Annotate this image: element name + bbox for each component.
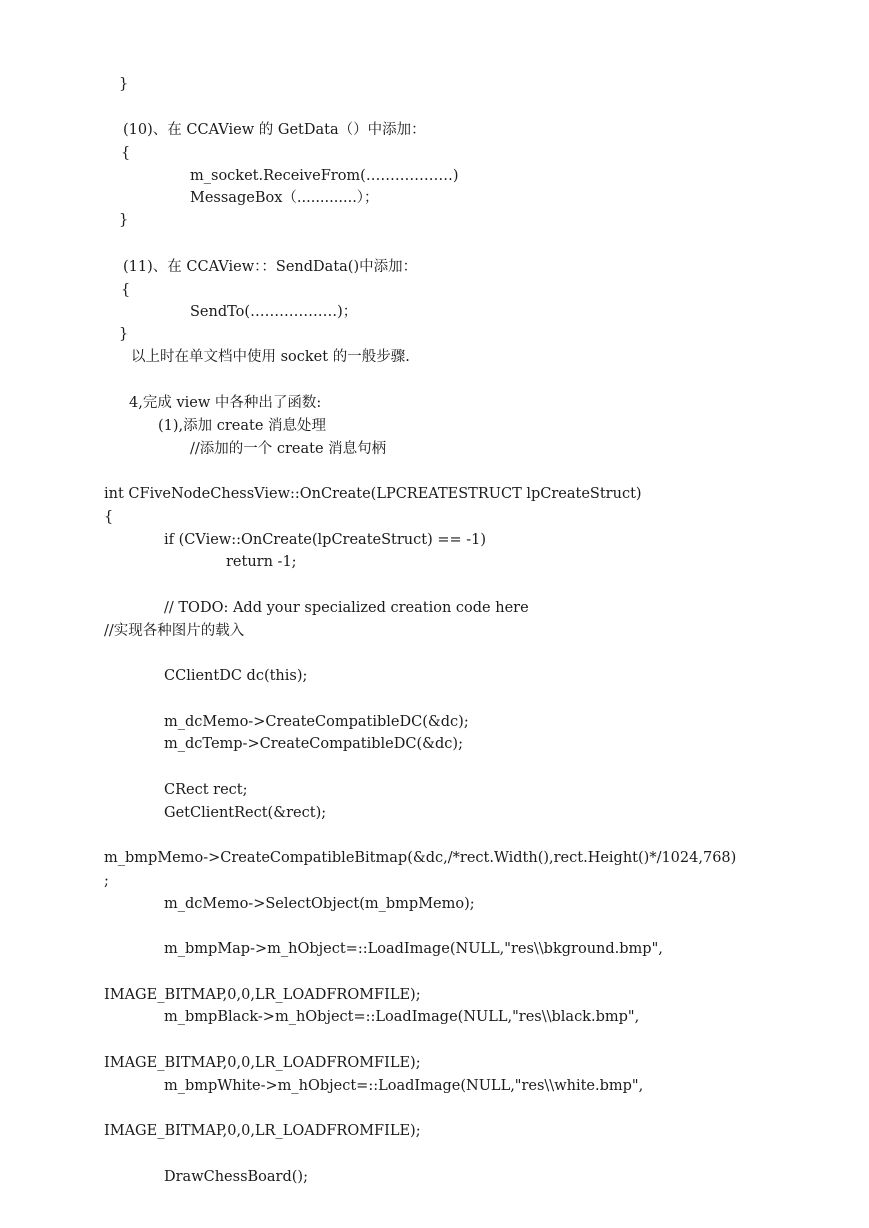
code-line: } [119,212,129,228]
code-comment: //添加的一个 create 消息句柄 [190,441,387,457]
step-heading: (11)、在 CCAView：：SendData()中添加： [123,259,418,275]
code-line: m_bmpMap->m_hObject=::LoadImage(NULL,"res\\bkground.bmp", [164,941,663,957]
code-line: if (CView::OnCreate(lpCreateStruct) == -1) [164,532,487,548]
code-line: GetClientRect(&rect); [164,805,327,821]
code-line: CRect rect; [164,782,248,798]
code-line: { [104,509,114,525]
code-line: { [121,145,131,161]
code-line: DrawChessBoard(); [164,1169,308,1185]
code-line: } [119,76,129,92]
code-line: return -1; [226,554,297,570]
code-line: m_dcTemp->CreateCompatibleDC(&dc); [164,736,463,752]
code-comment: // TODO: Add your specialized creation code here [164,600,529,616]
section-heading: 4,完成 view 中各种出了函数: [129,395,322,411]
code-line: { [121,282,131,298]
code-line: MessageBox（.............）； [190,190,379,206]
code-line: m_dcMemo->CreateCompatibleDC(&dc); [164,714,469,730]
code-comment: //实现各种图片的载入 [104,623,245,639]
code-line: int CFiveNodeChessView::OnCreate(LPCREATESTRUCT lpCreateStruct) [104,486,642,502]
code-line: ; [104,873,109,889]
code-line: SendTo(………………)； [190,304,358,320]
code-line: m_bmpWhite->m_hObject=::LoadImage(NULL,"res\\white.bmp", [164,1078,644,1094]
code-line: IMAGE_BITMAP,0,0,LR_LOADFROMFILE); [104,1055,421,1071]
code-line: CClientDC dc(this); [164,668,308,684]
code-line: IMAGE_BITMAP,0,0,LR_LOADFROMFILE); [104,1123,421,1139]
subsection-heading: (1),添加 create 消息处理 [158,418,327,434]
code-line: m_socket.ReceiveFrom(………………) [190,168,459,184]
code-line: m_bmpMemo->CreateCompatibleBitmap(&dc,/*rect.Width(),rect.Height()*/1024,768) [104,850,737,866]
paragraph: 以上时在单文档中使用 socket 的一般步骤. [131,349,410,365]
code-line: m_bmpBlack->m_hObject=::LoadImage(NULL,"res\\black.bmp", [164,1009,640,1025]
code-line: IMAGE_BITMAP,0,0,LR_LOADFROMFILE); [104,987,421,1003]
step-heading: (10)、在 CCAView 的 GetData（）中添加： [123,122,426,138]
code-line: } [119,326,129,342]
code-line: m_dcMemo->SelectObject(m_bmpMemo); [164,896,475,912]
